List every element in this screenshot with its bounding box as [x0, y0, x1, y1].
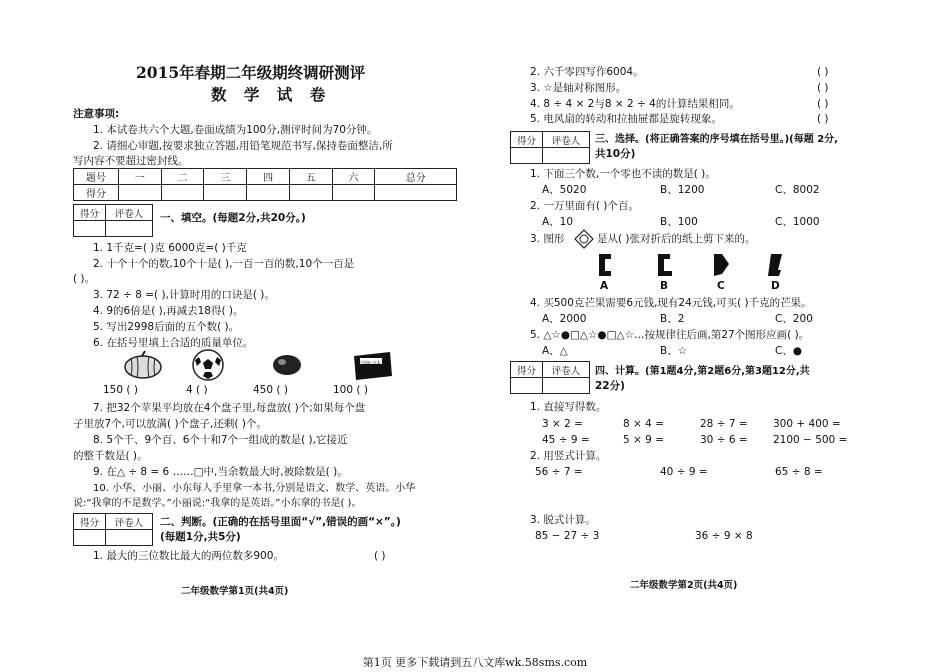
grader-score-blank[interactable] — [74, 530, 106, 546]
score-table-cell: 五 — [289, 169, 332, 185]
section-1-title: 一、填空。(每题2分,共20分。) — [160, 212, 306, 224]
balloon-icon — [270, 352, 304, 378]
football-icon — [191, 348, 225, 382]
question-1-7b: 子里放7个,可以放满( )个盘子,还剩( )个。 — [73, 418, 267, 430]
calc-1-item: 45 ÷ 9 = — [542, 434, 590, 446]
grader-score-blank[interactable] — [511, 378, 543, 394]
choice-5: 5. △☆●□△☆●□△☆…按规律往后画,第27个图形应画( )。 — [530, 329, 810, 341]
grader-score-label: 得分 — [74, 205, 106, 221]
judge-5: 5. 电风扇的转动和拉抽屉都是旋转现象。 — [530, 113, 722, 125]
section-4-title-b: 22分) — [595, 380, 625, 392]
choice-1: 1. 下面三个数,一个零也不读的数是( )。 — [530, 168, 716, 180]
score-blank-cell[interactable] — [332, 185, 375, 201]
cut-shape-b-icon — [655, 252, 675, 278]
calc-2-title: 2. 用竖式计算。 — [530, 450, 607, 462]
judge-2-bracket[interactable]: ( ) — [817, 66, 829, 78]
q6-item-2: 4 ( ) — [186, 384, 208, 396]
grader-reviewer-blank[interactable] — [105, 221, 152, 237]
grader-box-2 — [73, 513, 153, 546]
page-2-footer: 二年级数学第2页(共4页) — [630, 580, 738, 591]
calc-1-item: 8 × 4 = — [623, 418, 664, 430]
question-1-10b: 说:“我拿的不是数学。”小丽说:“我拿的是英语。”小东拿的书是( )。 — [73, 498, 362, 509]
choice-5-opt-b[interactable]: B、☆ — [660, 345, 688, 357]
pumpkin-icon — [123, 350, 163, 380]
choice-4: 4. 买500克芒果需要6元钱,现有24元钱,可买( )千克的芒果。 — [530, 297, 812, 309]
score-table-cell: 四 — [247, 169, 290, 185]
calc-1-title: 1. 直接写得数。 — [530, 401, 607, 413]
exam-page-1 — [68, 0, 458, 600]
choice-2: 2. 一万里面有( )个百。 — [530, 200, 639, 212]
grader-score-blank[interactable] — [74, 221, 106, 237]
score-blank-cell[interactable] — [119, 185, 162, 201]
grader-reviewer-blank[interactable] — [542, 148, 589, 164]
exam-page-2 — [505, 0, 885, 600]
score-table-cell: 六 — [332, 169, 375, 185]
cut-shape-c-icon — [710, 252, 732, 278]
notice-1: 1. 本试卷共六个大题,卷面成绩为100分,测评时间为70分钟。 — [93, 124, 378, 136]
score-blank-cell[interactable] — [375, 185, 457, 201]
grader-score-label: 得分 — [511, 362, 543, 378]
calc-1-item: 3 × 2 = — [542, 418, 583, 430]
grader-score-label: 得分 — [511, 132, 543, 148]
book-label: 数学练习本 — [356, 361, 382, 367]
grader-score-label: 得分 — [74, 514, 106, 530]
calc-2-item: 56 ÷ 7 = — [535, 466, 583, 478]
calc-3-title: 3. 脱式计算。 — [530, 514, 596, 526]
judge-2: 2. 六千零四写作6004。 — [530, 66, 644, 78]
calc-2-item: 40 ÷ 9 = — [660, 466, 708, 478]
grader-reviewer-label: 评卷人 — [105, 514, 152, 530]
section-3-title-b: 共10分) — [595, 148, 636, 160]
cut-shape-d-icon — [765, 252, 785, 278]
judge-5-bracket[interactable]: ( ) — [817, 113, 829, 125]
choice-2-opt-b[interactable]: B、100 — [660, 216, 698, 228]
q6-item-3: 450 ( ) — [253, 384, 288, 396]
choice-1-opt-b[interactable]: B、1200 — [660, 184, 705, 196]
choice-5-opt-c[interactable]: C、● — [775, 345, 802, 357]
choice-1-opt-c[interactable]: C、8002 — [775, 184, 820, 196]
notice-2b: 写内容不要超过密封线。 — [73, 155, 189, 167]
exam-subtitle: 数 学 试 卷 — [211, 85, 332, 104]
question-1-8a: 8. 5个千、9个百、6个十和7个一组成的数是( ),它接近 — [93, 434, 348, 446]
judge-1: 1. 最大的三位数比最大的两位数多900。 — [93, 550, 284, 562]
cut-shape-a-icon — [595, 252, 615, 278]
q6-item-4: 100 ( ) — [333, 384, 368, 396]
shape-label-b[interactable]: B — [660, 280, 669, 292]
question-1-10a: 10. 小华、小丽、小东每人手里拿一本书,分别是语文、数学、英语。小华 — [93, 483, 416, 494]
judge-1-bracket[interactable]: ( ) — [374, 550, 386, 562]
calc-1-item: 5 × 9 = — [623, 434, 664, 446]
question-1-7a: 7. 把32个苹果平均放在4个盘子里,每盘放( )个;如果每个盘 — [93, 402, 366, 414]
calc-1-item: 28 ÷ 7 = — [700, 418, 748, 430]
choice-1-opt-a[interactable]: A、5020 — [542, 184, 587, 196]
grader-reviewer-label: 评卷人 — [105, 205, 152, 221]
question-1-4: 4. 9的6倍是( ),再减去18得( )。 — [93, 305, 244, 317]
calc-1-item: 300 + 400 = — [773, 418, 841, 430]
judge-3: 3. ☆是轴对称图形。 — [530, 82, 627, 94]
score-table-cell: 总分 — [375, 169, 457, 185]
shape-label-d[interactable]: D — [771, 280, 780, 292]
score-blank-cell[interactable] — [161, 185, 204, 201]
grader-reviewer-blank[interactable] — [542, 378, 589, 394]
choice-5-opt-a[interactable]: A、△ — [542, 345, 568, 357]
choice-2-opt-a[interactable]: A、10 — [542, 216, 574, 228]
section-4-title-a: 四、计算。(第1题4分,第2题6分,第3题12分,共 — [595, 366, 810, 377]
question-1-8b: 的整千数是( )。 — [73, 450, 148, 462]
score-blank-cell[interactable] — [204, 185, 247, 201]
choice-2-opt-c[interactable]: C、1000 — [775, 216, 820, 228]
choice-3-post: 是从( )张对折后的纸上剪下来的。 — [597, 233, 756, 245]
choice-4-opt-a[interactable]: A、2000 — [542, 313, 587, 325]
score-table-score-row — [74, 185, 457, 201]
q6-item-1: 150 ( ) — [103, 384, 138, 396]
score-table-cell: 三 — [204, 169, 247, 185]
score-table-cell: 二 — [161, 169, 204, 185]
question-1-9: 9. 在△ ÷ 8 = 6 ……□中,当余数最大时,被除数是( )。 — [93, 466, 348, 478]
score-table-row-label: 得分 — [74, 185, 119, 201]
question-1-3: 3. 72 ÷ 8 =( ),计算时用的口诀是( )。 — [93, 289, 275, 301]
grader-box-4 — [510, 361, 590, 394]
question-1-2a: 2. 十个十个的数,10个十是( ),一百一百的数,10个一百是 — [93, 258, 355, 270]
shape-label-c[interactable]: C — [717, 280, 725, 292]
choice-4-opt-b[interactable]: B、2 — [660, 313, 685, 325]
grader-reviewer-label: 评卷人 — [542, 132, 589, 148]
judge-4-bracket[interactable]: ( ) — [817, 98, 829, 110]
choice-3-pre: 3. 图形 — [530, 233, 565, 245]
score-blank-cell[interactable] — [289, 185, 332, 201]
question-1-6: 6. 在括号里填上合适的质量单位。 — [93, 337, 254, 349]
section-3-title-a: 三、选择。(将正确答案的序号填在括号里。)(每题 2分, — [595, 134, 838, 145]
calc-1-item: 30 ÷ 6 = — [700, 434, 748, 446]
grader-box-1 — [73, 204, 153, 237]
score-table-cell: 一 — [119, 169, 162, 185]
grader-score-blank[interactable] — [511, 148, 543, 164]
diamond-shape-icon — [573, 228, 595, 250]
download-footer: 第1页 更多下载请到五八文库wk.58sms.com — [362, 656, 588, 669]
notice-title: 注意事项: — [73, 108, 120, 120]
calc-3-item: 85 − 27 ÷ 3 — [535, 530, 600, 542]
score-table-cell: 题号 — [74, 169, 119, 185]
score-blank-cell[interactable] — [247, 185, 290, 201]
grader-reviewer-label: 评卷人 — [542, 362, 589, 378]
judge-3-bracket[interactable]: ( ) — [817, 82, 829, 94]
score-table — [73, 168, 457, 201]
notice-2a: 2. 请细心审题,按要求独立答题,用铅笔规范书写,保持卷面整洁,所 — [93, 140, 393, 152]
question-1-2b: ( )。 — [73, 273, 96, 285]
grader-box-3 — [510, 131, 590, 164]
grader-reviewer-blank[interactable] — [105, 530, 152, 546]
question-1-5: 5. 写出2998后面的五个数( )。 — [93, 321, 240, 333]
section-2-title-b: (每题1分,共5分) — [160, 531, 241, 543]
judge-4: 4. 8 ÷ 4 × 2与8 × 2 ÷ 4的计算结果相同。 — [530, 98, 740, 110]
section-2-title-a: 二、判断。(正确的在括号里面“√”,错误的画“×”。) — [160, 516, 401, 528]
calc-2-item: 65 ÷ 8 = — [775, 466, 823, 478]
page-1-footer: 二年级数学第1页(共4页) — [181, 586, 289, 597]
exam-title: 2015年春期二年级期终调研测评 — [136, 63, 366, 82]
calc-3-item: 36 ÷ 9 × 8 — [695, 530, 753, 542]
choice-4-opt-c[interactable]: C、200 — [775, 313, 813, 325]
question-1-1: 1. 1千克=( )克 6000克=( )千克 — [93, 242, 247, 254]
calc-1-item: 2100 − 500 = — [773, 434, 848, 446]
shape-label-a[interactable]: A — [600, 280, 609, 292]
score-table-header-row — [74, 169, 457, 185]
